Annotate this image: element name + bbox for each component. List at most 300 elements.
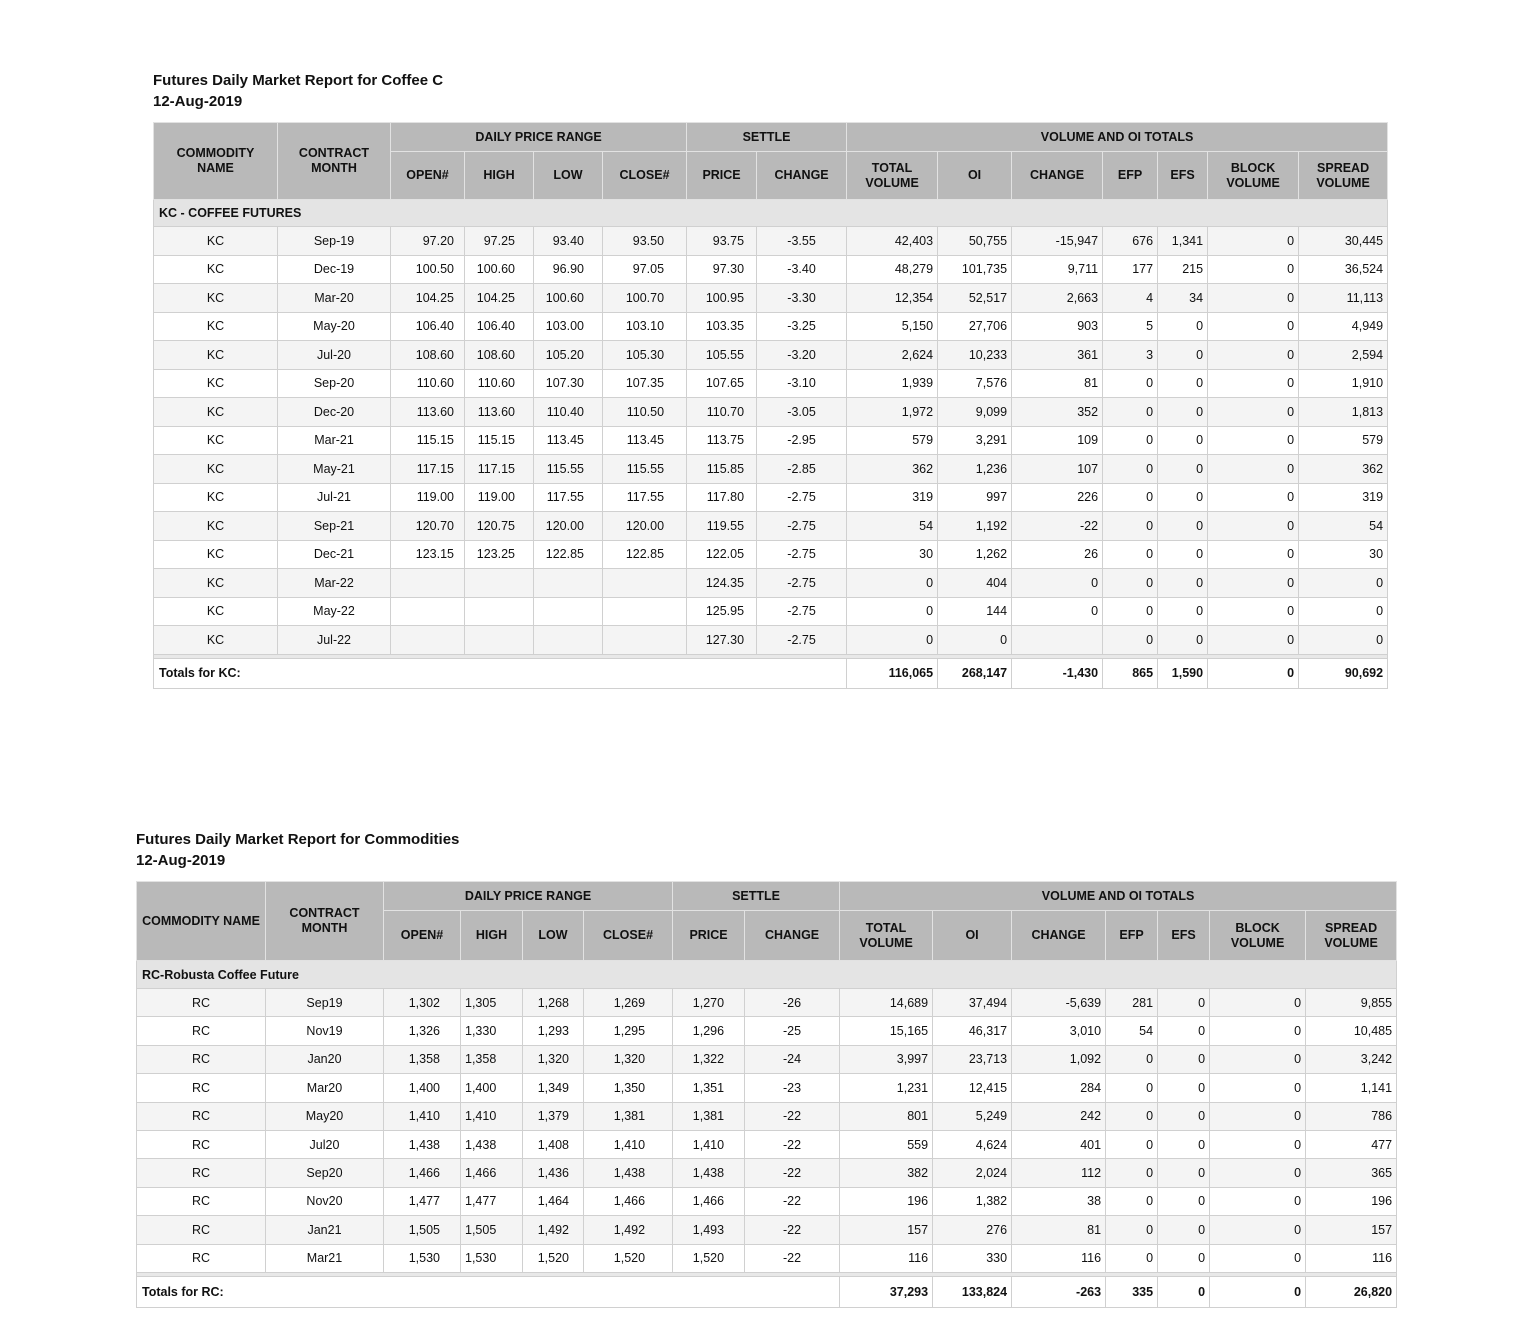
close-cell: 93.50 bbox=[603, 227, 687, 256]
contract-month-cell: Sep20 bbox=[266, 1159, 384, 1187]
oi-cell: 52,517 bbox=[938, 284, 1012, 313]
settle-price-cell: 1,493 bbox=[673, 1216, 745, 1244]
col-oi: OI bbox=[938, 152, 1012, 200]
high-cell: 115.15 bbox=[465, 426, 534, 455]
col-efp: EFP bbox=[1106, 911, 1158, 961]
oi-change-cell: -5,639 bbox=[1012, 989, 1106, 1017]
oi-cell: 1,262 bbox=[938, 540, 1012, 569]
table-row bbox=[154, 426, 1388, 455]
open-cell: 1,358 bbox=[384, 1045, 461, 1073]
oi-change-cell: 401 bbox=[1012, 1130, 1106, 1158]
spread-volume-cell: 30 bbox=[1299, 540, 1388, 569]
close-cell: 1,466 bbox=[584, 1187, 673, 1215]
efs-cell: 34 bbox=[1158, 284, 1208, 313]
block-volume-cell: 0 bbox=[1210, 1074, 1306, 1102]
col-close: CLOSE# bbox=[603, 152, 687, 200]
contract-month-cell: Sep19 bbox=[266, 989, 384, 1017]
oi-change-cell: 0 bbox=[1012, 597, 1103, 626]
total-volume-cell: 196 bbox=[840, 1187, 933, 1215]
totals-change-cell: -1,430 bbox=[1012, 658, 1103, 688]
commodity-cell: KC bbox=[154, 626, 278, 655]
block-volume-cell: 0 bbox=[1208, 426, 1299, 455]
commodity-cell: RC bbox=[137, 1216, 266, 1244]
block-volume-cell: 0 bbox=[1208, 540, 1299, 569]
commodity-cell: KC bbox=[154, 540, 278, 569]
block-volume-cell: 0 bbox=[1208, 227, 1299, 256]
efp-cell: 0 bbox=[1103, 512, 1158, 541]
settle-price-cell: 1,270 bbox=[673, 989, 745, 1017]
settle-change-cell: -2.75 bbox=[757, 483, 847, 512]
oi-cell: 1,382 bbox=[933, 1187, 1012, 1215]
low-cell: 1,464 bbox=[523, 1187, 584, 1215]
commodity-cell: KC bbox=[154, 512, 278, 541]
total-volume-cell: 382 bbox=[840, 1159, 933, 1187]
oi-cell: 46,317 bbox=[933, 1017, 1012, 1045]
table-row bbox=[154, 483, 1388, 512]
oi-change-cell: 226 bbox=[1012, 483, 1103, 512]
oi-cell: 2,024 bbox=[933, 1159, 1012, 1187]
efp-cell: 0 bbox=[1106, 1045, 1158, 1073]
settle-price-cell: 1,466 bbox=[673, 1187, 745, 1215]
block-volume-cell: 0 bbox=[1208, 483, 1299, 512]
efp-cell: 3 bbox=[1103, 341, 1158, 370]
oi-cell: 3,291 bbox=[938, 426, 1012, 455]
settle-change-cell: -2.75 bbox=[757, 597, 847, 626]
efs-cell: 0 bbox=[1158, 369, 1208, 398]
open-cell: 1,466 bbox=[384, 1159, 461, 1187]
oi-change-cell: 352 bbox=[1012, 398, 1103, 427]
block-volume-cell: 0 bbox=[1208, 398, 1299, 427]
contract-month-cell: Nov19 bbox=[266, 1017, 384, 1045]
efp-cell: 177 bbox=[1103, 255, 1158, 284]
contract-month-cell: Jan20 bbox=[266, 1045, 384, 1073]
spread-volume-cell: 0 bbox=[1299, 569, 1388, 598]
commodity-cell: KC bbox=[154, 284, 278, 313]
col-open: OPEN# bbox=[384, 911, 461, 961]
spread-volume-cell: 1,813 bbox=[1299, 398, 1388, 427]
low-cell: 103.00 bbox=[534, 312, 603, 341]
col-high: HIGH bbox=[461, 911, 523, 961]
settle-price-cell: 1,438 bbox=[673, 1159, 745, 1187]
report-date: 12-Aug-2019 bbox=[136, 852, 226, 869]
low-cell: 122.85 bbox=[534, 540, 603, 569]
open-cell: 1,438 bbox=[384, 1130, 461, 1158]
totals-oi-cell: 133,824 bbox=[933, 1276, 1012, 1307]
open-cell: 1,530 bbox=[384, 1244, 461, 1272]
table-row bbox=[154, 341, 1388, 370]
open-cell: 100.50 bbox=[391, 255, 465, 284]
settle-change-cell: -23 bbox=[745, 1074, 840, 1102]
commodity-cell: RC bbox=[137, 1130, 266, 1158]
col-low: LOW bbox=[523, 911, 584, 961]
spread-volume-cell: 196 bbox=[1306, 1187, 1397, 1215]
high-cell: 120.75 bbox=[465, 512, 534, 541]
group-volume-oi-totals: VOLUME AND OI TOTALS bbox=[840, 882, 1397, 911]
commodity-cell: KC bbox=[154, 483, 278, 512]
low-cell: 115.55 bbox=[534, 455, 603, 484]
totals-oi-cell: 268,147 bbox=[938, 658, 1012, 688]
block-volume-cell: 0 bbox=[1210, 1244, 1306, 1272]
settle-change-cell: -22 bbox=[745, 1187, 840, 1215]
spread-volume-cell: 1,141 bbox=[1306, 1074, 1397, 1102]
settle-price-cell: 103.35 bbox=[687, 312, 757, 341]
high-cell: 1,410 bbox=[461, 1102, 523, 1130]
settle-change-cell: -22 bbox=[745, 1244, 840, 1272]
oi-cell: 37,494 bbox=[933, 989, 1012, 1017]
total-volume-cell: 801 bbox=[840, 1102, 933, 1130]
contract-month-cell: Sep-20 bbox=[278, 369, 391, 398]
commodity-cell: KC bbox=[154, 426, 278, 455]
total-volume-cell: 30 bbox=[847, 540, 938, 569]
low-cell: 1,520 bbox=[523, 1244, 584, 1272]
total-volume-cell: 3,997 bbox=[840, 1045, 933, 1073]
settle-price-cell: 107.65 bbox=[687, 369, 757, 398]
low-cell: 1,349 bbox=[523, 1074, 584, 1102]
efp-cell: 0 bbox=[1103, 369, 1158, 398]
settle-price-cell: 1,381 bbox=[673, 1102, 745, 1130]
oi-change-cell: 107 bbox=[1012, 455, 1103, 484]
block-volume-cell: 0 bbox=[1208, 369, 1299, 398]
close-cell: 100.70 bbox=[603, 284, 687, 313]
total-volume-cell: 1,939 bbox=[847, 369, 938, 398]
contract-month-cell: Dec-19 bbox=[278, 255, 391, 284]
block-volume-cell: 0 bbox=[1208, 569, 1299, 598]
oi-change-cell: -22 bbox=[1012, 512, 1103, 541]
efs-cell: 0 bbox=[1158, 1244, 1210, 1272]
table-row bbox=[137, 1216, 1397, 1244]
spread-volume-cell: 0 bbox=[1299, 597, 1388, 626]
open-cell: 123.15 bbox=[391, 540, 465, 569]
high-cell: 110.60 bbox=[465, 369, 534, 398]
settle-change-cell: -25 bbox=[745, 1017, 840, 1045]
oi-cell: 1,192 bbox=[938, 512, 1012, 541]
settle-change-cell: -2.85 bbox=[757, 455, 847, 484]
total-volume-cell: 15,165 bbox=[840, 1017, 933, 1045]
totals-label: Totals for KC: bbox=[154, 658, 847, 688]
total-volume-cell: 2,624 bbox=[847, 341, 938, 370]
section-header-row bbox=[137, 961, 1397, 989]
efp-cell: 676 bbox=[1103, 227, 1158, 256]
oi-cell: 1,236 bbox=[938, 455, 1012, 484]
close-cell: 1,438 bbox=[584, 1159, 673, 1187]
col-spread-volume: SPREAD VOLUME bbox=[1306, 911, 1397, 961]
oi-change-cell: 38 bbox=[1012, 1187, 1106, 1215]
efs-cell: 0 bbox=[1158, 398, 1208, 427]
close-cell: 120.00 bbox=[603, 512, 687, 541]
group-daily-price-range: DAILY PRICE RANGE bbox=[391, 123, 687, 152]
col-oi-change: CHANGE bbox=[1012, 152, 1103, 200]
settle-change-cell: -3.25 bbox=[757, 312, 847, 341]
total-volume-cell: 12,354 bbox=[847, 284, 938, 313]
col-commodity-name: COMMODITY NAME bbox=[137, 882, 266, 961]
efp-cell: 0 bbox=[1106, 1074, 1158, 1102]
high-cell: 1,505 bbox=[461, 1216, 523, 1244]
settle-change-cell: -2.75 bbox=[757, 569, 847, 598]
settle-price-cell: 1,322 bbox=[673, 1045, 745, 1073]
contract-month-cell: May-20 bbox=[278, 312, 391, 341]
efs-cell: 215 bbox=[1158, 255, 1208, 284]
table-row bbox=[137, 989, 1397, 1017]
settle-change-cell: -3.40 bbox=[757, 255, 847, 284]
table-row bbox=[154, 597, 1388, 626]
close-cell: 1,269 bbox=[584, 989, 673, 1017]
contract-month-cell: Mar-22 bbox=[278, 569, 391, 598]
settle-price-cell: 125.95 bbox=[687, 597, 757, 626]
commodity-cell: KC bbox=[154, 398, 278, 427]
close-cell: 1,350 bbox=[584, 1074, 673, 1102]
spread-volume-cell: 116 bbox=[1306, 1244, 1397, 1272]
close-cell: 1,295 bbox=[584, 1017, 673, 1045]
commodity-cell: KC bbox=[154, 455, 278, 484]
efp-cell: 281 bbox=[1106, 989, 1158, 1017]
spread-volume-cell: 365 bbox=[1306, 1159, 1397, 1187]
efp-cell: 0 bbox=[1103, 569, 1158, 598]
oi-change-cell: 116 bbox=[1012, 1244, 1106, 1272]
efp-cell: 0 bbox=[1106, 1187, 1158, 1215]
high-cell: 117.15 bbox=[465, 455, 534, 484]
table-row bbox=[137, 1017, 1397, 1045]
efs-cell: 0 bbox=[1158, 341, 1208, 370]
oi-cell: 330 bbox=[933, 1244, 1012, 1272]
settle-change-cell: -3.55 bbox=[757, 227, 847, 256]
open-cell: 115.15 bbox=[391, 426, 465, 455]
open-cell bbox=[391, 569, 465, 598]
low-cell: 105.20 bbox=[534, 341, 603, 370]
table-row bbox=[154, 312, 1388, 341]
commodity-cell: RC bbox=[137, 1017, 266, 1045]
total-volume-cell: 0 bbox=[847, 626, 938, 655]
spread-volume-cell: 4,949 bbox=[1299, 312, 1388, 341]
col-contract-month: CONTRACT MONTH bbox=[266, 882, 384, 961]
efs-cell: 0 bbox=[1158, 1074, 1210, 1102]
high-cell bbox=[465, 626, 534, 655]
spread-volume-cell: 54 bbox=[1299, 512, 1388, 541]
low-cell: 1,436 bbox=[523, 1159, 584, 1187]
close-cell bbox=[603, 597, 687, 626]
efs-cell: 0 bbox=[1158, 483, 1208, 512]
oi-cell: 404 bbox=[938, 569, 1012, 598]
low-cell: 1,379 bbox=[523, 1102, 584, 1130]
spread-volume-cell: 11,113 bbox=[1299, 284, 1388, 313]
settle-change-cell: -22 bbox=[745, 1216, 840, 1244]
block-volume-cell: 0 bbox=[1210, 1017, 1306, 1045]
oi-change-cell: 903 bbox=[1012, 312, 1103, 341]
commodity-cell: KC bbox=[154, 312, 278, 341]
spread-volume-cell: 2,594 bbox=[1299, 341, 1388, 370]
settle-price-cell: 110.70 bbox=[687, 398, 757, 427]
close-cell bbox=[603, 626, 687, 655]
settle-change-cell: -26 bbox=[745, 989, 840, 1017]
report-title: Futures Daily Market Report for Commodities bbox=[136, 831, 460, 848]
block-volume-cell: 0 bbox=[1208, 284, 1299, 313]
total-volume-cell: 48,279 bbox=[847, 255, 938, 284]
efs-cell: 0 bbox=[1158, 512, 1208, 541]
settle-price-cell: 1,351 bbox=[673, 1074, 745, 1102]
high-cell: 1,466 bbox=[461, 1159, 523, 1187]
table-row bbox=[154, 540, 1388, 569]
block-volume-cell: 0 bbox=[1210, 1130, 1306, 1158]
section-title: KC - COFFEE FUTURES bbox=[154, 200, 1388, 227]
low-cell: 93.40 bbox=[534, 227, 603, 256]
section-header-row bbox=[154, 200, 1388, 227]
col-open: OPEN# bbox=[391, 152, 465, 200]
table-row bbox=[154, 369, 1388, 398]
oi-change-cell: 112 bbox=[1012, 1159, 1106, 1187]
total-volume-cell: 5,150 bbox=[847, 312, 938, 341]
oi-cell: 9,099 bbox=[938, 398, 1012, 427]
group-settle: SETTLE bbox=[673, 882, 840, 911]
col-low: LOW bbox=[534, 152, 603, 200]
close-cell: 110.50 bbox=[603, 398, 687, 427]
block-volume-cell: 0 bbox=[1210, 1159, 1306, 1187]
open-cell: 113.60 bbox=[391, 398, 465, 427]
high-cell: 97.25 bbox=[465, 227, 534, 256]
col-total-volume: TOTAL VOLUME bbox=[840, 911, 933, 961]
oi-change-cell: 26 bbox=[1012, 540, 1103, 569]
settle-change-cell: -3.10 bbox=[757, 369, 847, 398]
table-row bbox=[154, 284, 1388, 313]
contract-month-cell: Sep-21 bbox=[278, 512, 391, 541]
low-cell: 1,293 bbox=[523, 1017, 584, 1045]
spread-volume-cell: 319 bbox=[1299, 483, 1388, 512]
oi-change-cell: 81 bbox=[1012, 369, 1103, 398]
table-row bbox=[154, 626, 1388, 655]
open-cell: 1,302 bbox=[384, 989, 461, 1017]
efs-cell: 0 bbox=[1158, 1187, 1210, 1215]
col-spread-volume: SPREAD VOLUME bbox=[1299, 152, 1388, 200]
settle-price-cell: 97.30 bbox=[687, 255, 757, 284]
open-cell: 1,326 bbox=[384, 1017, 461, 1045]
block-volume-cell: 0 bbox=[1210, 1187, 1306, 1215]
settle-price-cell: 122.05 bbox=[687, 540, 757, 569]
close-cell: 1,410 bbox=[584, 1130, 673, 1158]
high-cell: 123.25 bbox=[465, 540, 534, 569]
contract-month-cell: Jul-21 bbox=[278, 483, 391, 512]
oi-change-cell: -15,947 bbox=[1012, 227, 1103, 256]
contract-month-cell: Dec-21 bbox=[278, 540, 391, 569]
settle-price-cell: 105.55 bbox=[687, 341, 757, 370]
settle-price-cell: 117.80 bbox=[687, 483, 757, 512]
oi-cell: 997 bbox=[938, 483, 1012, 512]
efs-cell: 0 bbox=[1158, 626, 1208, 655]
table-row bbox=[137, 1130, 1397, 1158]
table-row bbox=[137, 1187, 1397, 1215]
contract-month-cell: May-22 bbox=[278, 597, 391, 626]
totals-total-volume-cell: 37,293 bbox=[840, 1276, 933, 1307]
total-volume-cell: 1,972 bbox=[847, 398, 938, 427]
high-cell bbox=[465, 569, 534, 598]
oi-cell: 101,735 bbox=[938, 255, 1012, 284]
col-efs: EFS bbox=[1158, 152, 1208, 200]
low-cell: 96.90 bbox=[534, 255, 603, 284]
efs-cell: 0 bbox=[1158, 569, 1208, 598]
contract-month-cell: Mar-20 bbox=[278, 284, 391, 313]
total-volume-cell: 0 bbox=[847, 597, 938, 626]
low-cell bbox=[534, 569, 603, 598]
totals-efs-cell: 1,590 bbox=[1158, 658, 1208, 688]
close-cell: 97.05 bbox=[603, 255, 687, 284]
efp-cell: 5 bbox=[1103, 312, 1158, 341]
oi-change-cell: 242 bbox=[1012, 1102, 1106, 1130]
oi-change-cell: 2,663 bbox=[1012, 284, 1103, 313]
high-cell: 100.60 bbox=[465, 255, 534, 284]
contract-month-cell: Jul20 bbox=[266, 1130, 384, 1158]
col-efs: EFS bbox=[1158, 911, 1210, 961]
total-volume-cell: 559 bbox=[840, 1130, 933, 1158]
commodity-cell: RC bbox=[137, 1159, 266, 1187]
low-cell: 100.60 bbox=[534, 284, 603, 313]
efs-cell: 0 bbox=[1158, 1102, 1210, 1130]
table-row bbox=[154, 255, 1388, 284]
efp-cell: 4 bbox=[1103, 284, 1158, 313]
efp-cell: 0 bbox=[1106, 1244, 1158, 1272]
contract-month-cell: Dec-20 bbox=[278, 398, 391, 427]
close-cell: 1,520 bbox=[584, 1244, 673, 1272]
open-cell: 104.25 bbox=[391, 284, 465, 313]
close-cell: 113.45 bbox=[603, 426, 687, 455]
oi-cell: 5,249 bbox=[933, 1102, 1012, 1130]
commodity-cell: RC bbox=[137, 1244, 266, 1272]
total-volume-cell: 0 bbox=[847, 569, 938, 598]
oi-change-cell: 9,711 bbox=[1012, 255, 1103, 284]
efp-cell: 0 bbox=[1103, 426, 1158, 455]
block-volume-cell: 0 bbox=[1210, 1216, 1306, 1244]
settle-change-cell: -3.30 bbox=[757, 284, 847, 313]
contract-month-cell: Mar20 bbox=[266, 1074, 384, 1102]
totals-efp-cell: 865 bbox=[1103, 658, 1158, 688]
col-close: CLOSE# bbox=[584, 911, 673, 961]
oi-change-cell: 3,010 bbox=[1012, 1017, 1106, 1045]
efs-cell: 0 bbox=[1158, 312, 1208, 341]
high-cell: 108.60 bbox=[465, 341, 534, 370]
efs-cell: 0 bbox=[1158, 426, 1208, 455]
group-settle: SETTLE bbox=[687, 123, 847, 152]
market-report-table bbox=[136, 881, 1397, 1308]
coffee-c-report bbox=[153, 70, 1388, 689]
contract-month-cell: Nov20 bbox=[266, 1187, 384, 1215]
efp-cell: 0 bbox=[1103, 626, 1158, 655]
high-cell: 1,330 bbox=[461, 1017, 523, 1045]
efp-cell: 0 bbox=[1103, 597, 1158, 626]
oi-cell: 27,706 bbox=[938, 312, 1012, 341]
totals-row bbox=[154, 658, 1388, 688]
group-volume-oi-totals: VOLUME AND OI TOTALS bbox=[847, 123, 1388, 152]
contract-month-cell: May20 bbox=[266, 1102, 384, 1130]
low-cell: 1,492 bbox=[523, 1216, 584, 1244]
low-cell: 1,408 bbox=[523, 1130, 584, 1158]
oi-change-cell: 284 bbox=[1012, 1074, 1106, 1102]
totals-row bbox=[137, 1276, 1397, 1307]
commodity-cell: RC bbox=[137, 1102, 266, 1130]
contract-month-cell: Mar21 bbox=[266, 1244, 384, 1272]
spread-volume-cell: 9,855 bbox=[1306, 989, 1397, 1017]
settle-price-cell: 113.75 bbox=[687, 426, 757, 455]
settle-change-cell: -22 bbox=[745, 1102, 840, 1130]
spread-volume-cell: 786 bbox=[1306, 1102, 1397, 1130]
high-cell: 104.25 bbox=[465, 284, 534, 313]
settle-change-cell: -24 bbox=[745, 1045, 840, 1073]
total-volume-cell: 42,403 bbox=[847, 227, 938, 256]
contract-month-cell: Mar-21 bbox=[278, 426, 391, 455]
block-volume-cell: 0 bbox=[1208, 512, 1299, 541]
high-cell: 113.60 bbox=[465, 398, 534, 427]
col-settle-price: PRICE bbox=[673, 911, 745, 961]
contract-month-cell: Jul-20 bbox=[278, 341, 391, 370]
col-block-volume: BLOCK VOLUME bbox=[1210, 911, 1306, 961]
totals-efp-cell: 335 bbox=[1106, 1276, 1158, 1307]
settle-price-cell: 93.75 bbox=[687, 227, 757, 256]
efs-cell: 1,341 bbox=[1158, 227, 1208, 256]
